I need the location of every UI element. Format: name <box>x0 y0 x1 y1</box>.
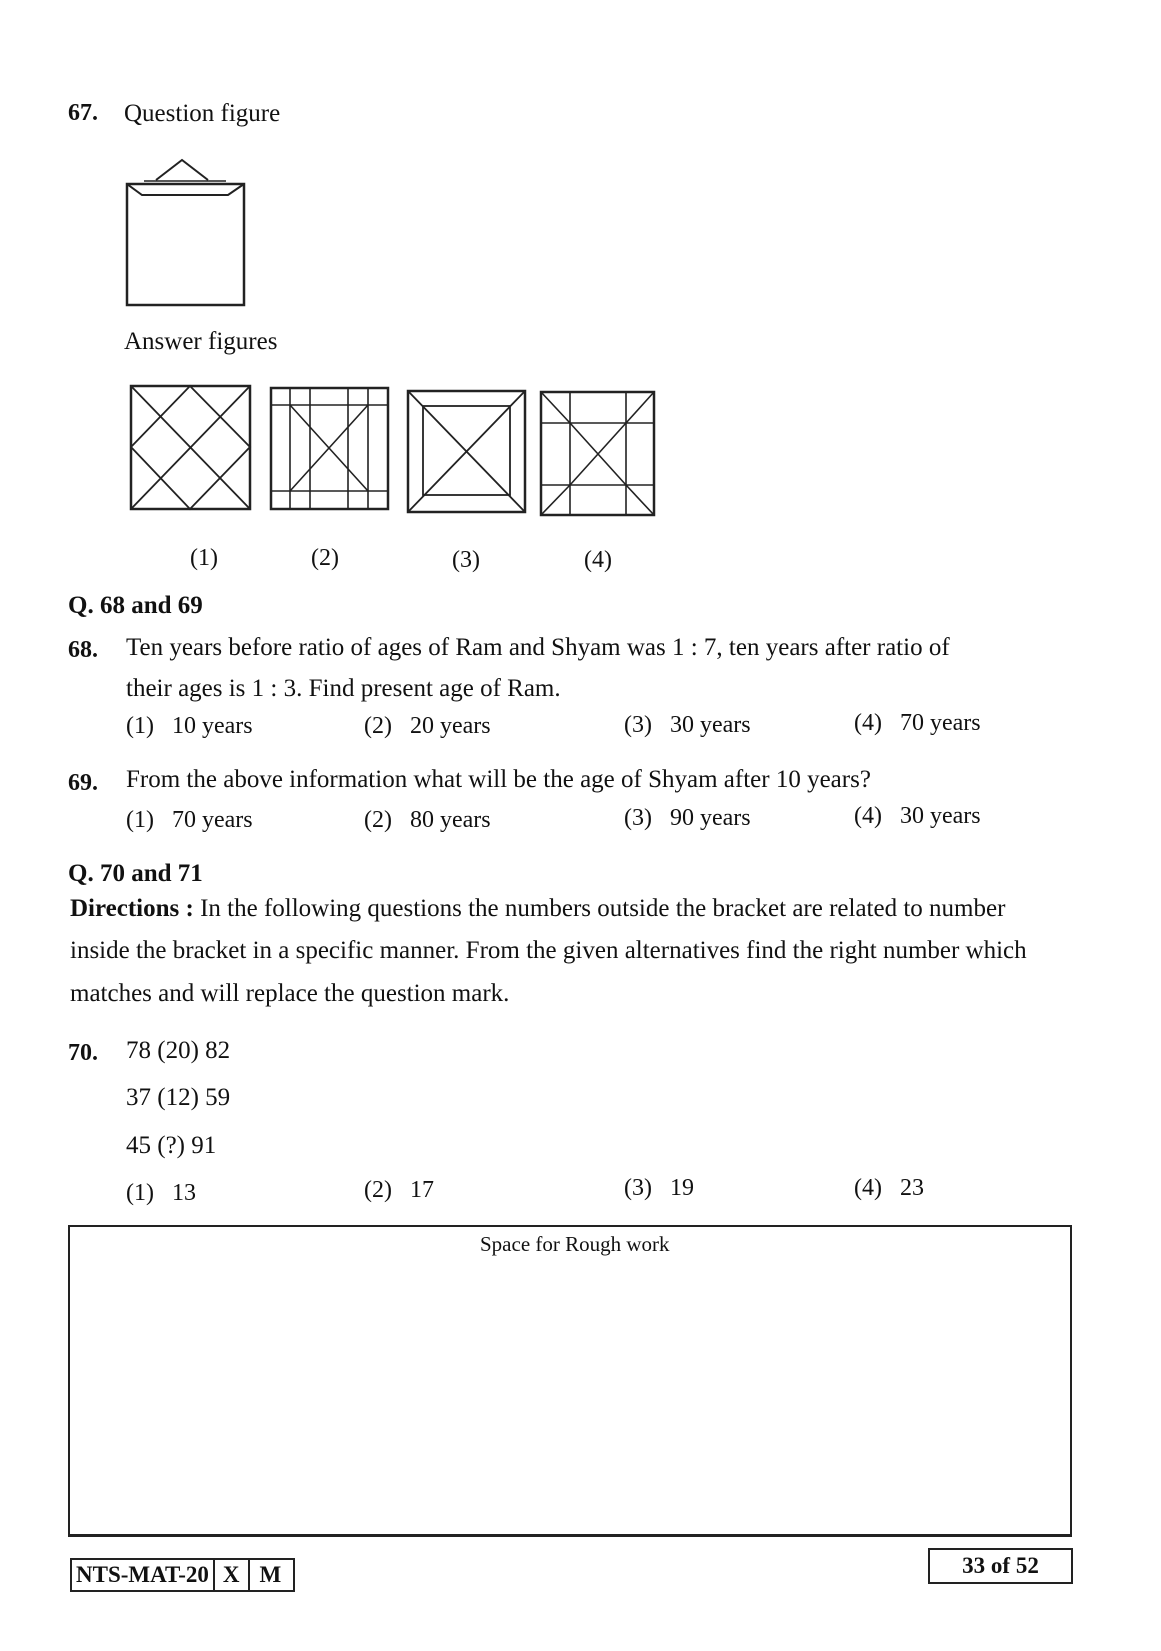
number-row: 45 (?) 91 <box>126 1132 217 1159</box>
option-label: (3) <box>624 1175 652 1201</box>
number-row: 78 (20) 82 <box>126 1037 231 1064</box>
question-number: 67. <box>68 100 98 126</box>
directions-line-1 <box>70 895 1005 923</box>
option-4[interactable] <box>854 803 981 830</box>
option-label: (2) <box>364 807 392 833</box>
option-text: 70 years <box>899 710 981 736</box>
option-label: (4) <box>854 710 882 736</box>
answer-figure-label-2: (2) <box>311 545 339 571</box>
question-number: 68. <box>68 637 98 663</box>
option-label: (3) <box>624 712 652 738</box>
page-number: 33 of 52 <box>928 1548 1073 1584</box>
directions-line-3: matches and will replace the question mark. <box>70 980 510 1007</box>
paper-code: NTS-MAT-20 <box>76 1562 209 1587</box>
answer-figure-4[interactable] <box>540 391 656 517</box>
answer-figure-label-3: (3) <box>452 547 480 573</box>
answer-figure-2[interactable] <box>270 387 390 511</box>
question-number: 70. <box>68 1040 98 1066</box>
option-2[interactable] <box>364 1177 434 1204</box>
section-header-70-71: Q. 70 and 71 <box>68 860 203 887</box>
question-figure <box>126 158 250 308</box>
question-text-line: Ten years before ratio of ages of Ram and Shyam was 1 : 7, ten years after ratio of <box>126 634 950 661</box>
rough-work-label: Space for Rough work <box>480 1232 670 1256</box>
rough-work-box <box>68 1225 1072 1537</box>
option-label: (3) <box>624 805 652 831</box>
question-title: Question figure <box>124 100 281 127</box>
question-text-line: From the above information what will be the age of Shyam after 10 years? <box>126 766 871 793</box>
option-label: (4) <box>854 803 882 829</box>
option-text: 13 <box>171 1180 196 1206</box>
option-3[interactable] <box>624 805 751 832</box>
question-number: 69. <box>68 770 98 796</box>
option-text: 30 years <box>899 803 981 829</box>
option-label: (1) <box>126 807 154 833</box>
section-header-68-69: Q. 68 and 69 <box>68 592 203 619</box>
number-row: 37 (12) 59 <box>126 1084 231 1111</box>
paper-code-box <box>70 1558 295 1592</box>
directions-line-2: inside the bracket in a specific manner. From the given alternatives find the right number which <box>70 937 1027 964</box>
answer-figure-1[interactable] <box>130 385 252 511</box>
option-2[interactable] <box>364 807 491 834</box>
option-text: 17 <box>409 1177 434 1203</box>
option-label: (1) <box>126 1180 154 1206</box>
option-1[interactable] <box>126 807 253 834</box>
option-text: 90 years <box>669 805 751 831</box>
option-3[interactable] <box>624 712 751 739</box>
option-text: 70 years <box>171 807 253 833</box>
option-label: (4) <box>854 1175 882 1201</box>
option-text: 23 <box>899 1175 924 1201</box>
option-label: (2) <box>364 713 392 739</box>
option-label: (1) <box>126 713 154 739</box>
option-1[interactable] <box>126 713 253 740</box>
option-text: 80 years <box>409 807 491 833</box>
answer-figures-title: Answer figures <box>124 328 278 355</box>
answer-figure-label-1: (1) <box>190 545 218 571</box>
class-code: X <box>213 1560 248 1590</box>
answer-figure-label-4: (4) <box>584 547 612 573</box>
option-text: 19 <box>669 1175 694 1201</box>
subject-code: M <box>248 1560 294 1590</box>
answer-figure-3[interactable] <box>407 390 527 514</box>
question-text-line: their ages is 1 : 3. Find present age of Ram. <box>126 675 561 702</box>
option-text: 20 years <box>409 713 491 739</box>
option-1[interactable] <box>126 1180 196 1207</box>
option-4[interactable] <box>854 1175 924 1202</box>
option-2[interactable] <box>364 713 491 740</box>
option-text: 30 years <box>669 712 751 738</box>
option-text: 10 years <box>171 713 253 739</box>
directions-label: Directions : <box>70 895 194 922</box>
directions-text: In the following questions the numbers outside the bracket are related to number <box>200 895 1006 922</box>
option-label: (2) <box>364 1177 392 1203</box>
option-4[interactable] <box>854 710 981 737</box>
option-3[interactable] <box>624 1175 694 1202</box>
